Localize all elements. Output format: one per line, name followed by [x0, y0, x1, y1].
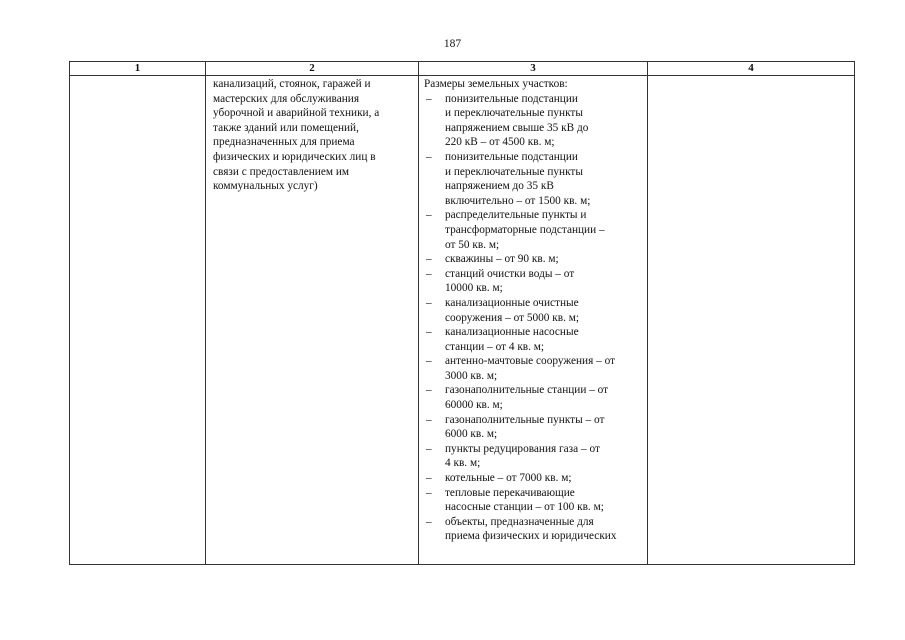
- list-item: [424, 252, 641, 267]
- list-item-text: станций очистки воды – от 10000 кв. м;: [445, 267, 575, 295]
- list-item-text: канализационные очистные сооружения – от 5000 кв. м;: [445, 296, 580, 324]
- list-item: [424, 296, 641, 325]
- land-sizes-list: [424, 92, 641, 544]
- dash-marker: –: [426, 209, 432, 222]
- land-sizes-intro: Размеры земельных участков:: [424, 78, 568, 90]
- list-item-text: котельные – от 7000 кв. м;: [445, 472, 572, 485]
- list-item: [424, 471, 641, 486]
- page-number: 187: [443, 38, 462, 50]
- dash-marker: –: [426, 355, 432, 368]
- dash-marker: –: [426, 413, 432, 426]
- list-item: [424, 325, 641, 354]
- list-item: [424, 92, 641, 150]
- column-header-4: 4: [648, 62, 855, 76]
- list-item-text: антенно-мачтовые сооружения – от 3000 кв. м;: [445, 355, 616, 382]
- dash-marker: –: [426, 486, 432, 499]
- list-item: [424, 442, 641, 471]
- cell-col2: [206, 76, 419, 565]
- list-item-text: понизительные подстанции и переключательные пункты напряжением до 35 кВ включительно – от 1500 кв. м;: [445, 150, 591, 207]
- list-item-text: понизительные подстанции и переключательные пункты напряжением свыше 35 кВ до 220 кВ – от 4500 кв. м;: [445, 92, 589, 149]
- dash-marker: –: [426, 326, 432, 339]
- list-item: [424, 383, 641, 412]
- table-row: [70, 76, 855, 565]
- dash-marker: –: [426, 515, 432, 528]
- list-item: [424, 208, 641, 252]
- dash-marker: –: [426, 267, 432, 280]
- dash-marker: –: [426, 472, 432, 485]
- dash-marker: –: [426, 150, 432, 163]
- list-item-text: скважины – от 90 кв. м;: [445, 253, 559, 266]
- column-header-1: 1: [70, 62, 206, 76]
- list-item-text: газонаполнительные пункты – от 6000 кв. м;: [445, 413, 605, 441]
- list-item: [424, 515, 641, 544]
- list-item-text: тепловые перекачивающие насосные станции – от 100 кв. м;: [445, 486, 604, 514]
- list-item-text: газонаполнительные станции – от 60000 кв. м;: [445, 384, 609, 412]
- list-item: [424, 413, 641, 442]
- dash-marker: –: [426, 384, 432, 397]
- cell-col1: [70, 76, 206, 565]
- list-item-text: объекты, предназначенные для приема физических и юридических: [445, 515, 617, 543]
- list-item-text: распределительные пункты и трансформаторные подстанции – от 50 кв. м;: [445, 209, 605, 251]
- dash-marker: –: [426, 442, 432, 455]
- dash-marker: –: [426, 253, 432, 266]
- column-header-2: 2: [206, 62, 419, 76]
- list-item: [424, 150, 641, 208]
- use-description-text: канализаций, стоянок, гаражей и мастерских для обслуживания уборочной и аварийной техники, а также зданий или помещений, предназначенных для приема физических и юридических лиц в связи с предоставлением им коммунальных услуг): [213, 78, 380, 193]
- list-item: [424, 267, 641, 296]
- cell-col3: [419, 76, 648, 565]
- list-item-text: пункты редуцирования газа – от 4 кв. м;: [445, 442, 600, 470]
- table-header-row: [70, 62, 855, 76]
- dash-marker: –: [426, 296, 432, 309]
- column-header-3: 3: [419, 62, 648, 76]
- list-item: [424, 486, 641, 515]
- land-use-table: [69, 61, 855, 565]
- cell-col4: [648, 76, 855, 565]
- list-item-text: канализационные насосные станции – от 4 кв. м;: [445, 326, 579, 353]
- dash-marker: –: [426, 92, 432, 105]
- list-item: [424, 354, 641, 383]
